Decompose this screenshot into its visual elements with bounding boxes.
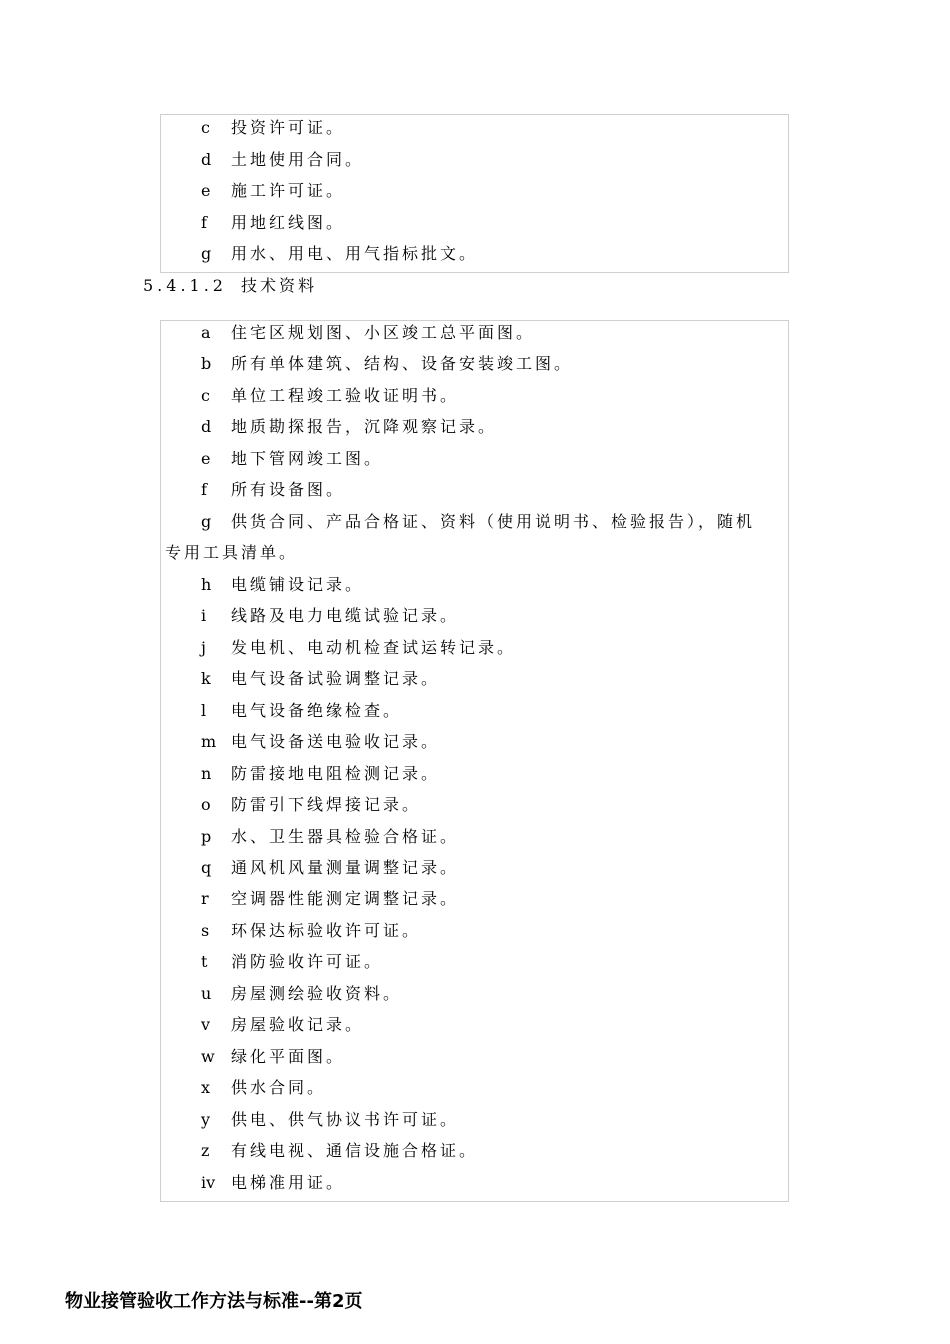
list-item-letter: j [201,637,206,657]
list-item [201,701,402,721]
list-item [201,638,516,658]
list-item [201,213,345,233]
list-item [201,827,459,847]
page-footer: 物业接管验收工作方法与标准--第2页 [65,1291,363,1312]
list-item-text: 绿化平面图。 [231,1046,346,1066]
list-item-text: 水、卫生器具检验合格证。 [231,826,460,846]
list-item [201,118,345,138]
list-item-text: 消防验收许可证。 [231,952,384,972]
list-item-text: 所有设备图。 [231,480,346,500]
list-item [201,606,459,626]
list-item-letter: c [201,118,210,137]
list-item-text: 用地红线图。 [231,212,346,232]
list-item-letter: g [201,511,212,531]
list-item-letter: iv [201,1172,216,1192]
list-item-letter: r [201,889,209,909]
list-item-letter: m [201,732,217,752]
list-item-letter: p [201,826,212,846]
list-item [201,952,383,972]
list-item [201,1047,345,1067]
list-item-text: 土地使用合同。 [231,149,365,169]
list-item [201,1110,459,1130]
list-item-letter: d [201,417,212,437]
list-item-text: 通风机风量测量调整记录。 [231,857,460,877]
list-item-text: 住宅区规划图、小区竣工总平面图。 [231,323,536,342]
list-item [201,386,459,406]
list-item-letter: n [201,763,212,783]
list-item-letter: k [201,669,211,689]
list-item-letter: z [201,1141,210,1161]
list-item-letter: i [201,606,207,626]
list-item-text: 环保达标验收许可证。 [231,920,422,940]
section-number: 5.4.1.2 [143,276,227,295]
list-item [201,1141,478,1161]
list-item-text: 电梯准用证。 [231,1172,346,1192]
list-item-letter: b [201,354,212,374]
list-item [201,921,421,941]
list-item-letter: e [201,181,211,200]
list-item-letter: g [201,244,212,263]
list-item [201,417,497,437]
list-item-letter: q [201,857,212,877]
list-item-text: 供货合同、产品合格证、资料（使用说明书、检验报告），随机 [231,511,756,531]
list-item-text: 供电、供气协议书许可证。 [231,1109,460,1129]
list-item-text: 空调器性能测定调整记录。 [231,889,460,909]
list-item [201,512,755,532]
list-item-text: 施工许可证。 [231,181,346,200]
list-item-continuation: 专用工具清单。 [165,543,299,563]
list-item-text: 电气设备送电验收记录。 [231,732,441,752]
list-item-text: 防雷引下线焊接记录。 [231,795,422,815]
list-item-letter: s [201,920,210,940]
list-item [201,889,459,909]
document-list-box-1 [160,114,789,273]
list-item-text: 房屋验收记录。 [231,1015,365,1035]
list-item [201,150,364,170]
list-item-letter: l [201,700,207,720]
list-item-letter: e [201,448,211,468]
list-item [201,449,383,469]
list-item-letter: y [201,1109,211,1129]
list-item-letter: v [201,1015,211,1035]
list-item [201,1015,364,1035]
list-item-text: 投资许可证。 [231,118,346,137]
section-title: 技术资料 [240,276,317,295]
list-item [201,764,440,784]
list-item-letter: u [201,983,212,1003]
list-item [201,181,345,201]
list-item-letter: a [201,323,211,342]
list-item [201,795,421,815]
list-item-letter: f [201,212,207,232]
list-item-text: 电气设备试验调整记录。 [231,669,441,689]
list-item-letter: x [201,1078,211,1098]
list-item [201,480,345,500]
document-list-box-2 [160,320,789,1202]
list-item-text: 电气设备绝缘检查。 [231,700,403,720]
list-item-letter: c [201,385,210,405]
list-item-letter: h [201,574,212,594]
list-item [201,1078,326,1098]
list-item [201,244,478,264]
list-item-text: 用水、用电、用气指标批文。 [231,244,479,263]
list-item [201,323,535,343]
list-item [201,858,459,878]
list-item-text: 线路及电力电缆试验记录。 [231,606,460,626]
list-item-text: 有线电视、通信设施合格证。 [231,1141,479,1161]
list-item-text: 供水合同。 [231,1078,327,1098]
list-item-text: 地质勘探报告，沉降观察记录。 [231,417,498,437]
section-heading [143,276,317,296]
list-item-text: 发电机、电动机检查试运转记录。 [231,637,517,657]
list-item-letter: d [201,149,212,169]
list-item-letter: f [201,480,207,500]
list-item [201,984,402,1004]
list-item-text: 地下管网竣工图。 [231,448,384,468]
list-item-text: 房屋测绘验收资料。 [231,983,403,1003]
list-item [201,354,573,374]
list-item-text: 所有单体建筑、结构、设备安装竣工图。 [231,354,574,374]
list-item [201,575,364,595]
list-item [201,669,440,689]
list-item-letter: o [201,795,211,815]
list-item-text: 单位工程竣工验收证明书。 [231,385,460,405]
list-item [201,1173,345,1193]
list-item-letter: w [201,1046,215,1066]
list-item [201,732,440,752]
list-item-text: 电缆铺设记录。 [231,574,365,594]
list-item-text: 防雷接地电阻检测记录。 [231,763,441,783]
list-item-letter: t [201,952,208,972]
